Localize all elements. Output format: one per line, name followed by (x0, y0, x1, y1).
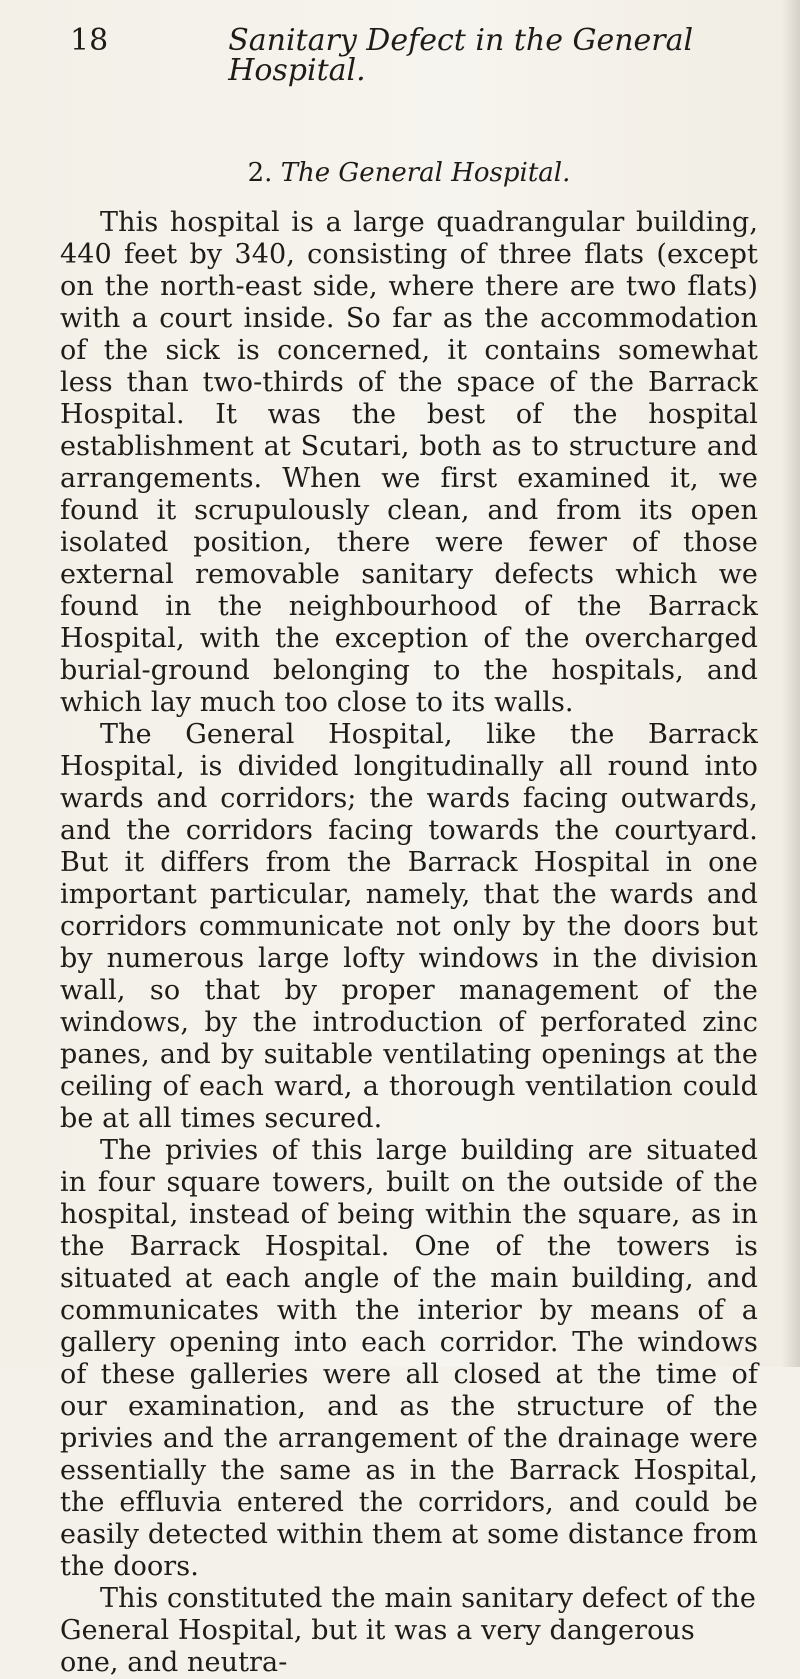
section-heading (60, 158, 758, 189)
paragraph-1: This hospital is a large quadrangular building, 440 feet by 340, consisting of three flats (except on the north-east side, where there are two flats) with a court inside. So far as the accommodation of the sick is concerned, it contains somewhat less than two-thirds of the space of the Barrack Hospital. It was the best of the hospital establishment at Scutari, both as to structure and arrangements. When we first examined it, we found it scrupulously clean, and from its open isolated position, there were fewer of those external removable sanitary defects which we found in the neighbourhood of the Barrack Hospital, with the exception of the overcharged burial-ground belonging to the hospitals, and which lay much too close to its walls. (60, 207, 758, 719)
page-header (70, 23, 758, 88)
section-number: 2. (247, 158, 273, 188)
page-number: 18 (70, 23, 109, 58)
paragraph-4: This constituted the main sanitary defect of the General Hospital, but it was a very dangerous one, and neutra- (60, 1583, 756, 1679)
running-title: Sanitary Defect in the General Hospital. (228, 23, 694, 88)
paragraph-2: The General Hospital, like the Barrack Hospital, is divided longitudinally all round into wards and corridors; the wards facing outwards, and the corridors facing towards the courtyard. But it differs from the Barrack Hospital in one important particular, namely, that the wards and corridors communicate not only by the doors but by numerous large lofty windows in the division wall, so that by proper management of the windows, by the introduction of perforated zinc panes, and by suitable ventilating openings at the ceiling of each ward, a thorough ventilation could be at all times secured. (60, 719, 758, 1135)
paragraph-3: The privies of this large building are situated in four square towers, built on the outside of the hospital, instead of being within the square, as in the Barrack Hospital. One of the towers is situated at each angle of the main building, and communicates with the interior by means of a gallery opening into each corridor. The windows of these galleries were all closed at the time of our examination, and as the structure of the privies and the arrangement of the drainage were essentially the same as in the Barrack Hospital, the effluvia entered the corridors, and could be easily detected within them at some distance from the doors. (60, 1135, 758, 1583)
section-title: The General Hospital. (280, 158, 571, 188)
page-edge-shadow (782, 0, 800, 1367)
